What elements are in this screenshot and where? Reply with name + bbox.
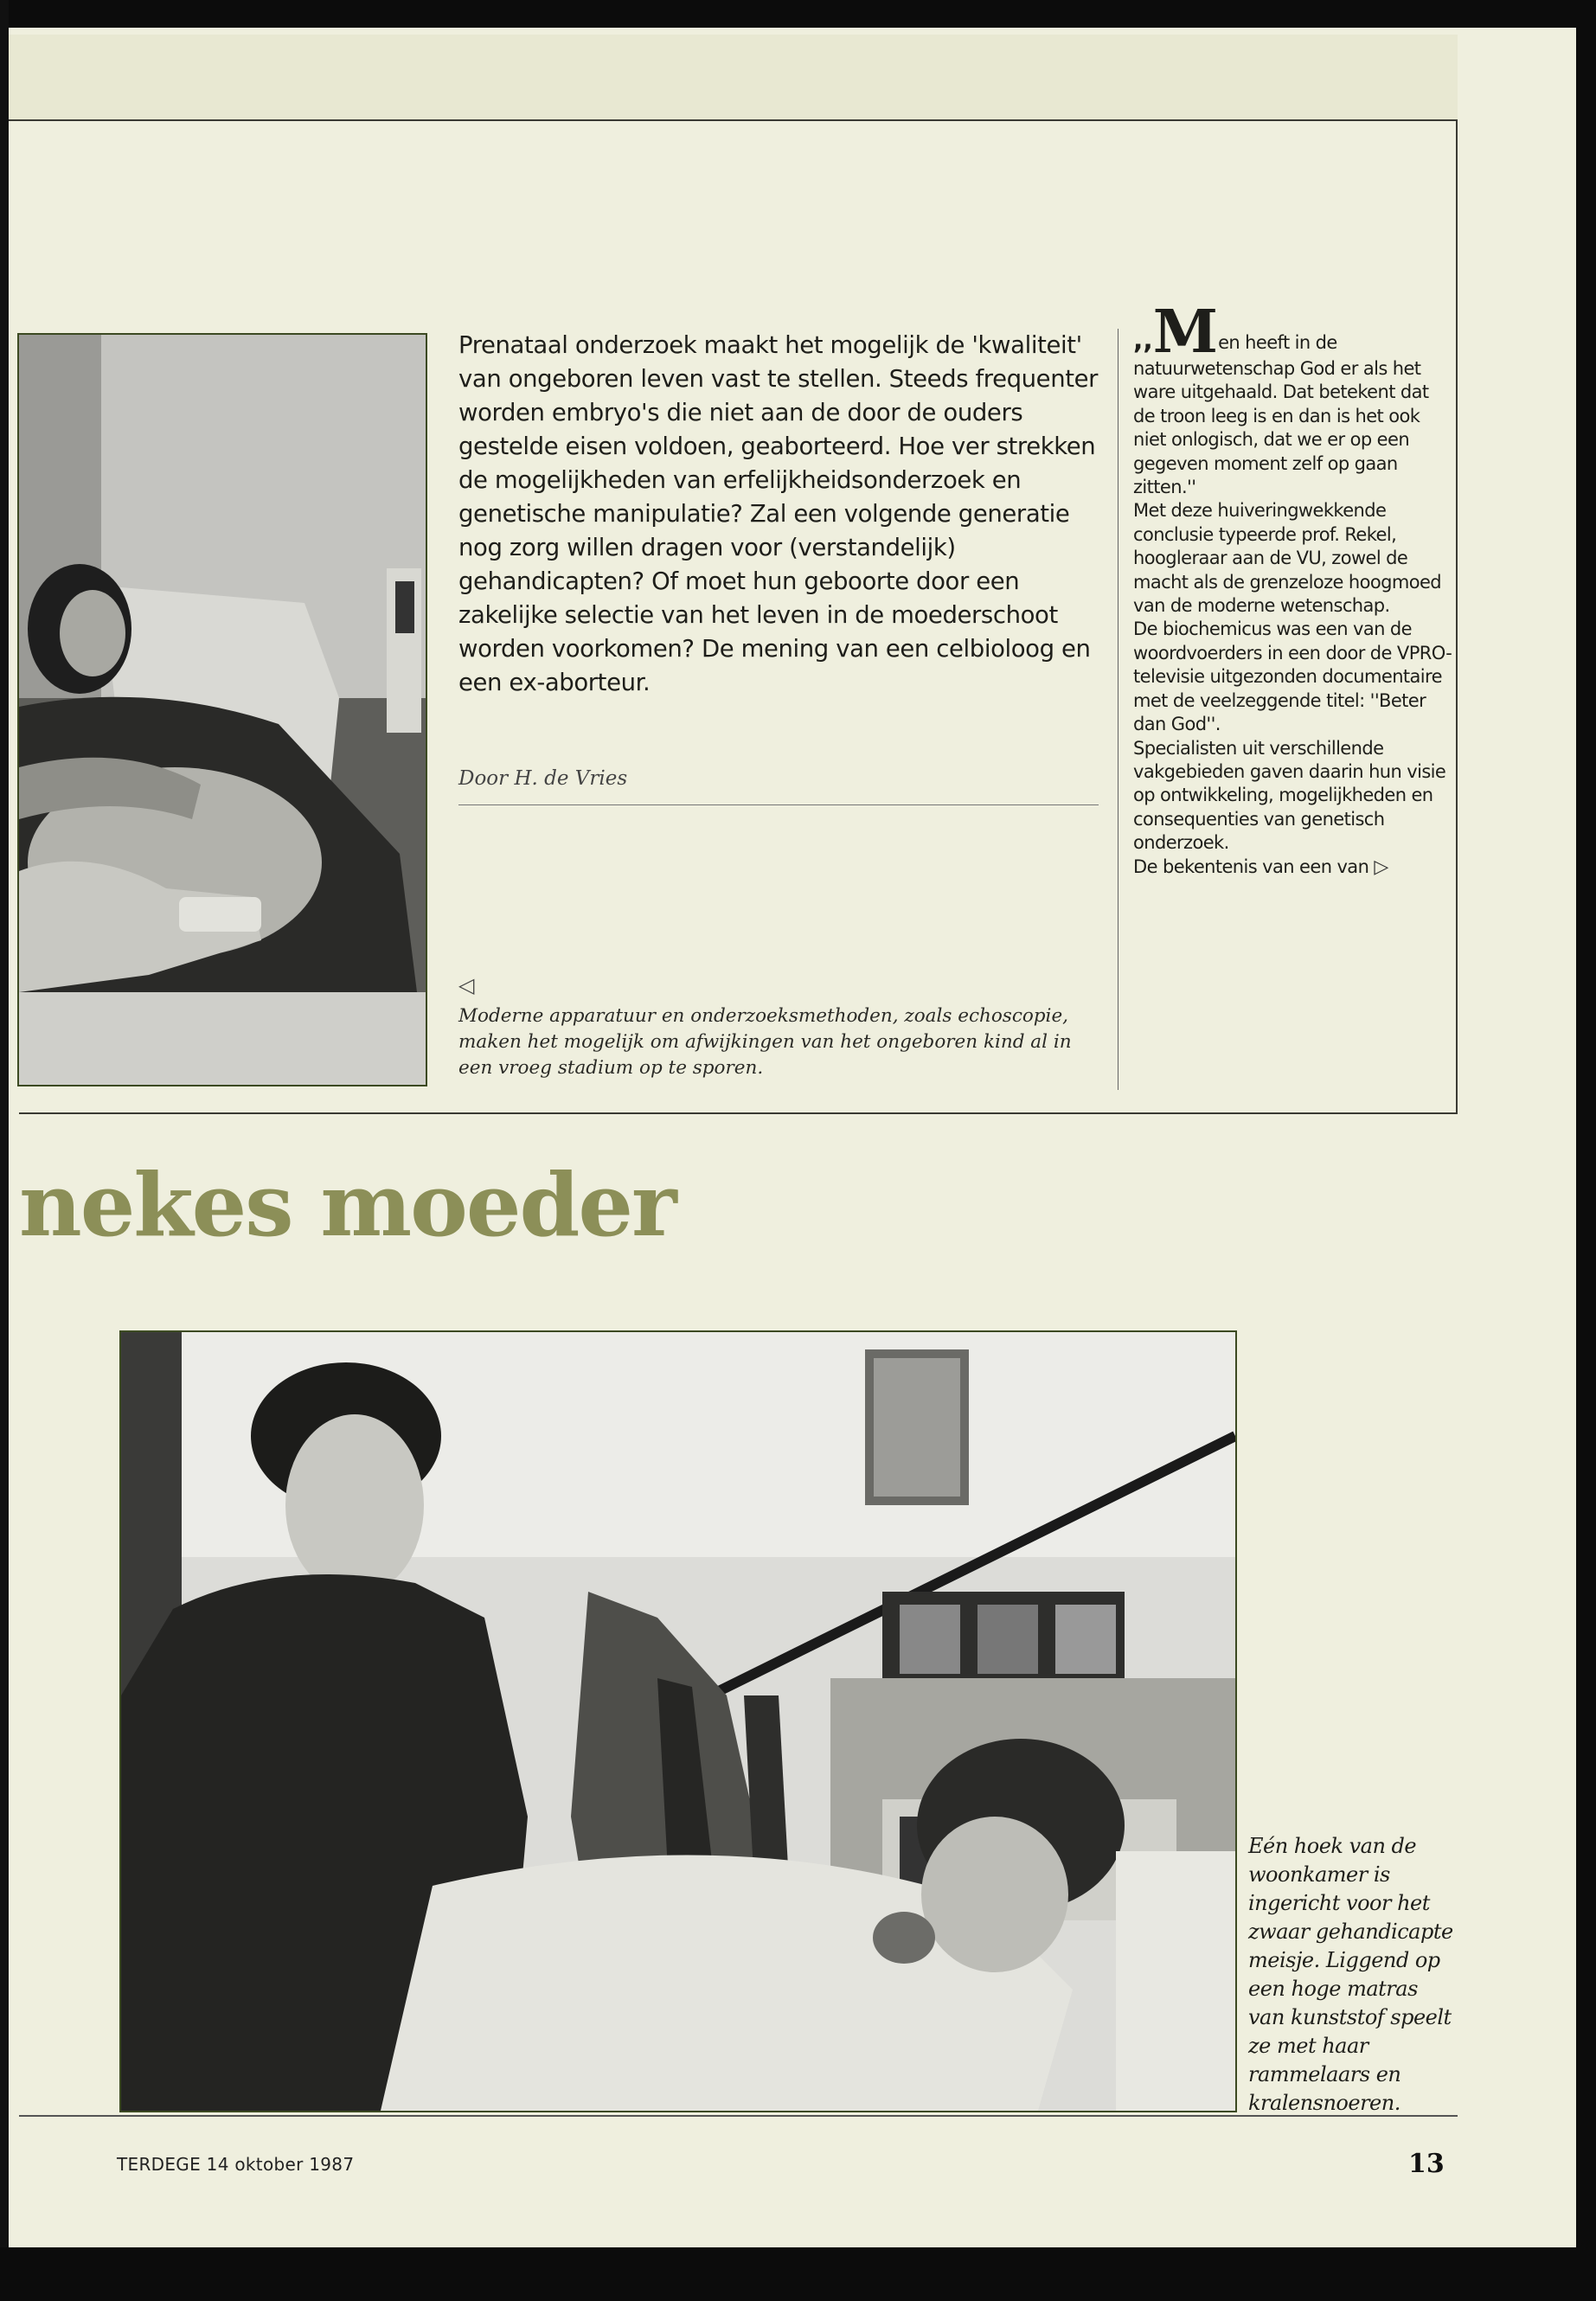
section-rule <box>19 1112 1458 1114</box>
intro-divider-rule <box>458 804 1099 805</box>
headline: nekes moeder <box>19 1154 676 1256</box>
intro-paragraph: Prenataal onderzoek maakt het mogelijk de 'kwaliteit' van ongeboren leven vast te stellen. Steeds frequenter worden embryo's die niet aan de door de ouders gestelde eisen voldoen, geaborteerd. Hoe ver strekken de mogelijkheden van erfelijkheidsonderzoek en genetische manipulatie? Zal een volgende generatie nog zorg willen dragen voor (verstandelijk) gehandicapten? Of moet hun geboorte door een zakelijke selectie van het leven in de moederschoot worden voorkomen? De mening van een celbioloog en een ex-aborteur. <box>458 331 1099 696</box>
side-paragraph-1 <box>1133 298 1453 499</box>
caption-left-arrow-icon: ◁ <box>458 973 475 997</box>
drop-cap: M <box>1152 298 1219 367</box>
continue-arrow-icon: ▷ <box>1374 856 1388 878</box>
living-room-photo-caption: Eén hoek van de woonkamer is ingericht voor het zwaar gehandicapte meisje. Liggend op een hoge matras van kunststof speelt ze met haar rammelaars en kralensnoeren. <box>1248 1834 1453 2115</box>
publication-footer: TERDEGE 14 oktober 1987 <box>117 2154 355 2175</box>
living-room-photo <box>119 1330 1237 2112</box>
right-frame-rule <box>1456 119 1458 1114</box>
scan-border-bottom <box>0 2247 1596 2301</box>
side-column <box>1133 298 1453 879</box>
page-number: 13 <box>1408 2149 1445 2179</box>
ultrasound-photo <box>17 333 427 1086</box>
side-paragraph-5-text: De bekentenis van een van <box>1133 856 1369 877</box>
bottom-rule <box>19 2115 1458 2117</box>
scan-border-top <box>0 0 1596 28</box>
side-paragraph-2: Met deze huiveringwekkende conclusie typeerde prof. Rekel, hoogleraar aan de VU, zowel de macht als de grenzeloze hoogmoed van de moderne wetenschap. <box>1133 500 1442 617</box>
ultrasound-photo-caption: Moderne apparatuur en onderzoeksmethoden, zoals echoscopie, maken het mogelijk om afwijkingen van het ongeboren kind al in een vroeg stadium op te sporen. <box>458 1005 1072 1079</box>
scan-border-right <box>1576 0 1596 2301</box>
side-paragraph-1-text: en heeft in de natuurwetenschap God er als het ware uitgehaald. Dat betekent dat de troon leeg is en dan is het ook niet onlogisch, dat we er op een gegeven moment zelf op gaan zitten.'' <box>1133 332 1429 498</box>
header-band <box>9 35 1458 119</box>
opening-quote: ,, <box>1133 325 1153 356</box>
byline: Door H. de Vries <box>458 767 628 790</box>
top-rule <box>9 119 1458 121</box>
side-paragraph-4: Specialisten uit verschillende vakgebieden gaven daarin hun visie op ontwikkeling, mogelijkheden en consequenties van genetisch onderzoek. <box>1133 737 1446 854</box>
scan-border-left <box>0 0 9 2301</box>
side-paragraph-3: De biochemicus was een van de woordvoerders in een door de VPRO-televisie uitgezonden documentaire met de veelzeggende titel: ''Beter dan God''. <box>1133 619 1452 735</box>
side-paragraph-5 <box>1133 856 1453 879</box>
